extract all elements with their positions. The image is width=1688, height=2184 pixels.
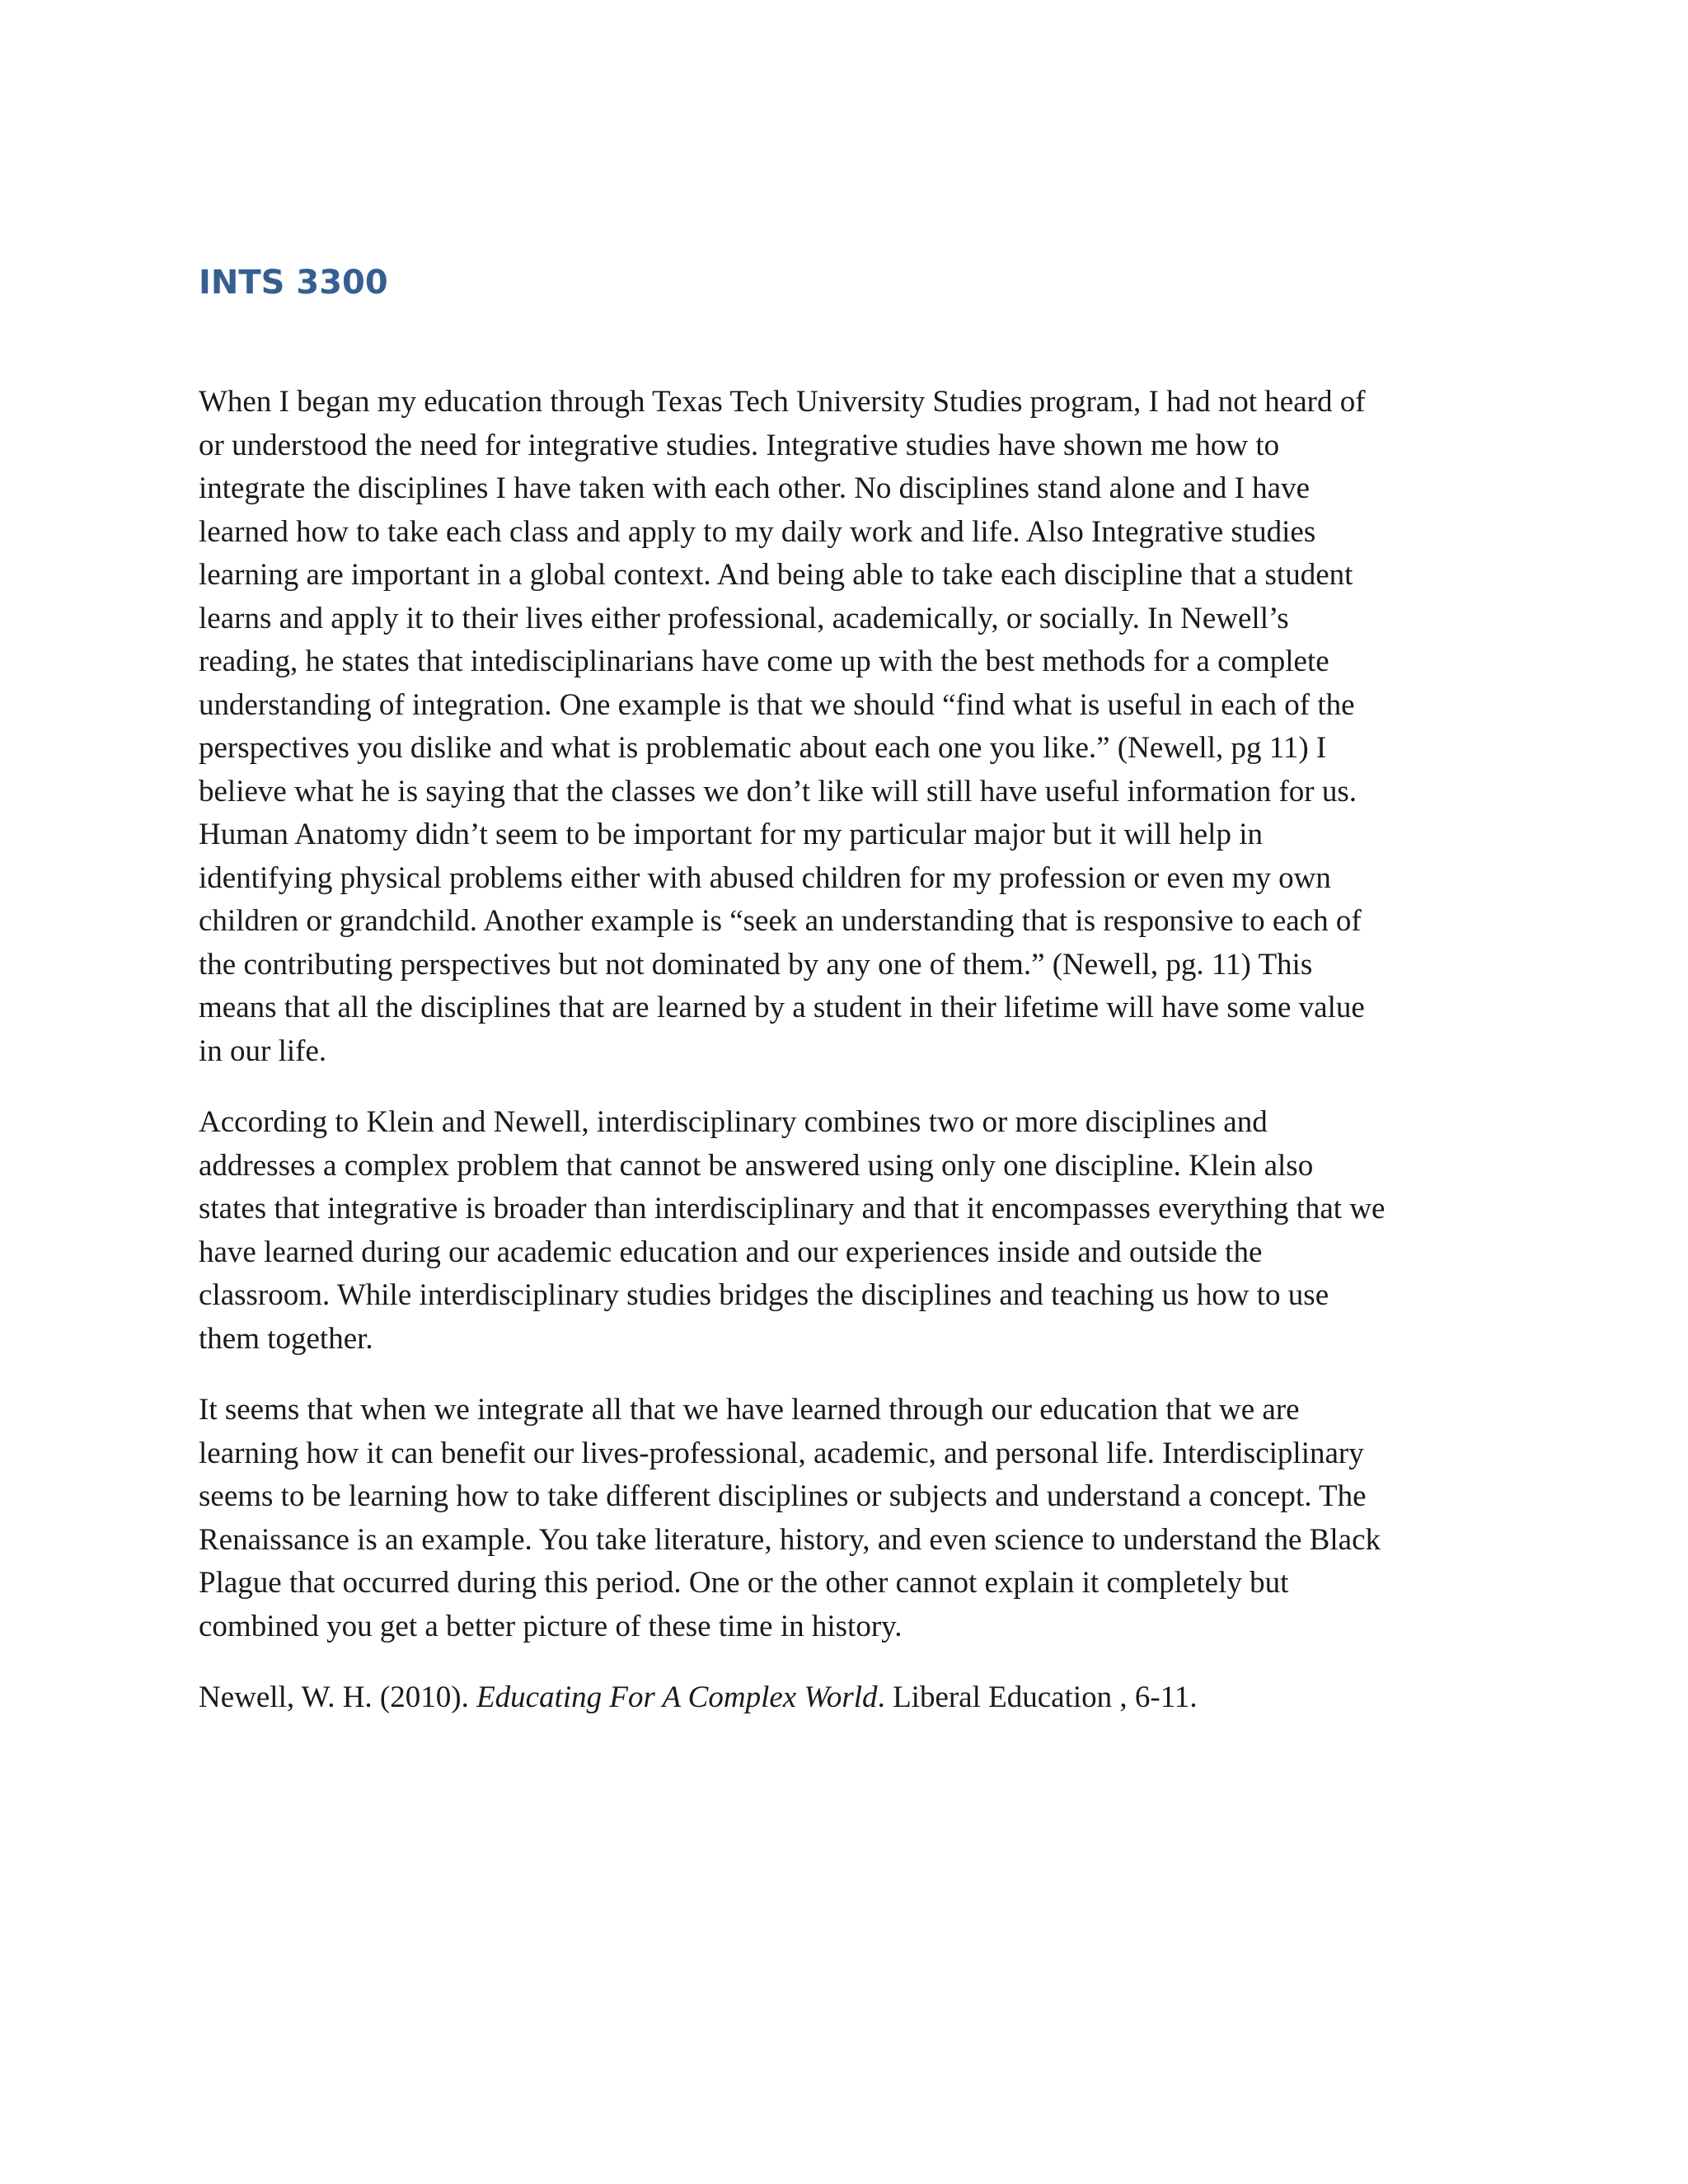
text-line: them together. — [199, 1321, 373, 1356]
text-line: Renaissance is an example. You take literature, history, and even science to understand the Black — [199, 1522, 1381, 1557]
text-line: believe what he is saying that the classes we don’t like will still have useful information for us. — [199, 774, 1357, 808]
paragraph-1 — [199, 381, 1501, 1073]
text-line: children or grandchild. Another example is “seek an understanding that is responsive to each of — [199, 904, 1362, 938]
citation-author-year: Newell, W. H. (2010). — [199, 1680, 477, 1714]
text-line: or understood the need for integrative studies. Integrative studies have shown me how to — [199, 428, 1280, 462]
document-body — [199, 381, 1501, 1748]
text-line: Human Anatomy didn’t seem to be important for my particular major but it will help in — [199, 818, 1263, 851]
text-line: means that all the disciplines that are learned by a student in their lifetime will have some value — [199, 991, 1365, 1024]
text-line: combined you get a better picture of these time in history. — [199, 1609, 903, 1643]
text-line: learned how to take each class and apply to my daily work and life. Also Integrative studies — [199, 514, 1316, 549]
text-line: learning are important in a global context. And being able to take each discipline that a student — [199, 558, 1353, 592]
paragraph-2 — [199, 1101, 1501, 1361]
text-line: According to Klein and Newell, interdisciplinary combines two or more disciplines and — [199, 1105, 1268, 1139]
text-line: have learned during our academic education and our experiences inside and outside the — [199, 1235, 1263, 1269]
text-line: identifying physical problems either with abused children for my profession or even my own — [199, 860, 1331, 895]
text-line: classroom. While interdisciplinary studies bridges the disciplines and teaching us how to use — [199, 1278, 1329, 1312]
text-line: It seems that when we integrate all that we have learned through our education that we are — [199, 1393, 1300, 1427]
document-heading: INTS 3300 — [199, 264, 388, 302]
text-line: perspectives you dislike and what is problematic about each one you like.” (Newell, pg 11) I — [199, 731, 1327, 765]
text-line: learning how it can benefit our lives-professional, academic, and personal life. Interdisciplinary — [199, 1436, 1364, 1470]
text-line: in our life. — [199, 1033, 327, 1068]
citation-source: . Liberal Education , 6-11. — [877, 1680, 1198, 1714]
paragraph-3 — [199, 1389, 1501, 1648]
text-line: Plague that occurred during this period. One or the other cannot explain it completely but — [199, 1566, 1289, 1600]
text-line: understanding of integration. One example is that we should “find what is useful in each of the — [199, 687, 1355, 722]
text-line: learns and apply it to their lives either professional, academically, or socially. In Newell’s — [199, 601, 1289, 635]
text-line: the contributing perspectives but not dominated by any one of them.” (Newell, pg. 11) This — [199, 947, 1313, 982]
reference-citation — [199, 1676, 1501, 1720]
text-line: integrate the disciplines I have taken with each other. No disciplines stand alone and I have — [199, 471, 1311, 505]
text-line: seems to be learning how to take different disciplines or subjects and understand a concept. The — [199, 1479, 1367, 1513]
text-line: addresses a complex problem that cannot be answered using only one discipline. Klein also — [199, 1148, 1314, 1183]
text-line: When I began my education through Texas Tech University Studies program, I had not heard of — [199, 385, 1366, 419]
text-line: states that integrative is broader than interdisciplinary and that it encompasses everything that we — [199, 1192, 1386, 1226]
citation-title: Educating For A Complex World — [476, 1680, 878, 1714]
text-line: reading, he states that intedisciplinarians have come up with the best methods for a complete — [199, 644, 1329, 678]
